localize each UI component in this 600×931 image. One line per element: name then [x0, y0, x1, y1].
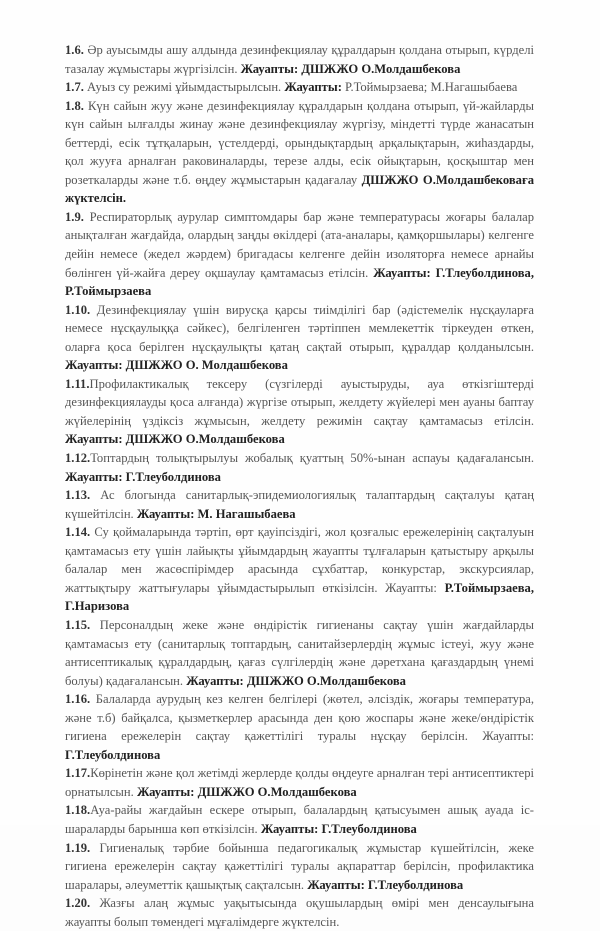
item-number: 1.13.: [65, 488, 91, 503]
paragraph-1-20: [65, 894, 534, 931]
item-text: Су қоймаларында тәртіп, өрт қауіпсіздігі, жол қозғалыс ережелерінің сақталуын қамтамасыз ету үшін лайықты ұйымдардың жауапты тұлғаларын қатыстыру арқылы балалар мен жасөспірімдер арасында сұхбаттар, конкурстар, экскурсиялар, жаттықтыру жаттығулары ұйымдастырылып өткізілсін. Жауапты:: [65, 525, 534, 595]
item-text: Дезинфекциялау үшін вирусқа қарсы тиімділігі бар (әдістемелік нұсқауларға немесе нұсқаулыққа сәйкес), белгіленген тәртіппен мемлекеттік тіркеуден өткен, оларға қоса берілген нұсқаулықты қатаң сақтай отырып, құралдар қолданылсын.: [65, 302, 534, 354]
item-number: 1.17.: [65, 766, 91, 781]
paragraph-1-13: [65, 486, 534, 523]
item-number: 1.16.: [65, 692, 91, 707]
paragraph-1-16: [65, 690, 534, 764]
document-body: [65, 41, 534, 931]
item-number: 1.9.: [65, 209, 84, 224]
paragraph-1-14: [65, 523, 534, 616]
item-number: 1.6.: [65, 43, 84, 57]
responsible: Жауапты: Г.Тлеуболдинова: [260, 821, 417, 836]
item-text: Профилактикалық тексеру (сүзгілерді ауыстыруды, ауа өткізгіштерді дезинфекциялауды қоса алғанда) жүргізе отырып, желдету жүйелері мен ауаны баптау жүйелерінің үздіксіз жұмысын, желдету режимін сақтау қамтамасыз етілсін.: [65, 376, 534, 428]
paragraph-1-12: [65, 449, 534, 486]
item-number: 1.20.: [65, 896, 91, 911]
item-text: Гигиеналық тәрбие бойынша педагогикалық жұмыстар күшейтілсін, жеке гигиена ережелерін сақтау қажеттілігі туралы ақпараттар берілсін, профилактика шаралары, әлеуметтік қашықтық сақталсын.: [65, 840, 534, 892]
responsible: Жауапты: ДШЖЖО О.Молдашбекова: [240, 61, 461, 76]
item-number: 1.10.: [65, 302, 91, 317]
item-text: Ауыз су режимі ұйымдастырылсын.: [83, 80, 285, 95]
item-text: Топтардың толықтырылуы жобалық қуаттың 50%-ынан аспауы қадағалансын.: [90, 451, 534, 466]
responsible: Жауапты: Г.Тлеуболдинова, Р.Тоймырзаева: [65, 265, 534, 299]
responsible: Жауапты: ДШЖЖО О.Молдашбекова: [65, 432, 285, 447]
paragraph-1-19: [65, 839, 534, 895]
responsible: Жауапты: ДШЖЖО О. Молдашбекова: [65, 358, 288, 373]
responsible: Жауапты:: [284, 80, 342, 95]
responsible: Жауапты: М. Нагашыбаева: [136, 506, 296, 521]
item-number: 1.14.: [65, 525, 91, 540]
item-text: Балаларда аурудың кез келген белгілері (жөтел, әлсіздік, жоғары температура, және т.б) байқалса, қызметкерлер арасында ден қою жоспары және жеке/өндірістік гигиена ережелерін сақтау қажеттілігі туралы нұсқау берілсін. Жауапты:: [65, 692, 534, 744]
responsible: Жауапты: ДШЖЖО О.Молдашбекова: [186, 673, 406, 688]
item-number: 1.19.: [65, 840, 91, 855]
item-text: Әр ауысымды ашу алдында дезинфекциялау құралдарын қолдана отырып, күрделі тазалау жұмыстары жүргізілсін.: [65, 43, 534, 76]
item-text: Күн сайын жуу және дезинфекциялау құралдарын қолдана отырып, үй-жайларды күн сайын ылғалды жинау және дезинфекциялау жүргізу, міндетті түрде жанасатын беттерді, есік тұтқаларын, үстелдерді, орындықтардың арқалықтарын, жиһаздарды, қол жууға арналған раковиналарды, терезе алды, есік ойықтарын, қосқыштар мен розеткаларды және т.б. өңдеу жұмыстарын қадағалау: [65, 98, 534, 187]
item-text: Респираторлық аурулар симптомдары бар және температурасы жоғары балалар анықталған жағдайда, олардың заңды өкілдері (ата-аналары, қамқоршылары) келгенге дейін немесе (жедел жәрдем) бригадасы келгенге дейін изоляторға немесе арнайы бөлінген үй-жайға дереу оқшаулау қамтамасыз етілсін.: [65, 209, 534, 280]
item-number: 1.12.: [65, 451, 91, 466]
item-text: Көрінетін және қол жетімді жерлерде қолды өңдеуге арналған тері антисептиктері орнатылсын.: [65, 766, 534, 799]
paragraph-1-18: [65, 801, 534, 838]
item-text: Ауа-райы жағдайын ескере отырып, балалардың қатысуымен ашық ауада іс-шараларды барынша көп өткізілсін.: [65, 803, 534, 836]
item-text: Персоналдың жеке және өндірістік гигиенаны сақтау үшін жағдайларды қамтамасыз ету (санитарлық топтардың, санитайзерлердің жұмыс істеуі, жуу және антисептикалық құралдардың, қағаз сүлгілердің және дәретхана қағаздардың үнемі болуы) қадағалансын.: [65, 617, 534, 688]
item-text: Жазғы алаң жұмыс уақытысында оқушылардың өмірі мен денсаулығына жауапты болып төмендегі мұғалімдерге жүктелсін.: [65, 896, 534, 929]
paragraph-1-17: [65, 764, 534, 801]
responsible: Жауапты: ДШЖЖО О.Молдашбекова: [136, 784, 357, 799]
item-number: 1.18.: [65, 803, 91, 818]
responsible: Р.Тоймырзаева, Г.Наризова: [65, 580, 534, 614]
responsible: ДШЖЖО О.Молдашбековаға жүктелсін.: [65, 172, 534, 206]
paragraph-1-15: [65, 616, 534, 690]
paragraph-1-9: [65, 208, 534, 301]
responsible: Жауапты: Г.Тлеуболдинова: [65, 469, 221, 484]
item-tail: Р.Тоймырзаева; М.Нагашыбаева: [341, 80, 518, 95]
responsible: Жауапты: Г.Тлеуболдинова: [307, 877, 464, 892]
paragraph-1-10: [65, 301, 534, 375]
item-number: 1.8.: [65, 98, 84, 113]
paragraph-1-8: [65, 97, 534, 208]
paragraph-1-11: [65, 375, 534, 449]
item-text: Ас блогында санитарлық-эпидемиологиялық талаптардың сақталуы қатаң күшейтілсін.: [65, 488, 534, 521]
item-number: 1.11.: [65, 376, 90, 391]
responsible: Г.Тлеуболдинова: [65, 747, 161, 762]
paragraph-1-7: [65, 78, 534, 97]
item-number: 1.15.: [65, 617, 91, 632]
item-number: 1.7.: [65, 80, 84, 95]
paragraph-1-6: [65, 41, 534, 78]
